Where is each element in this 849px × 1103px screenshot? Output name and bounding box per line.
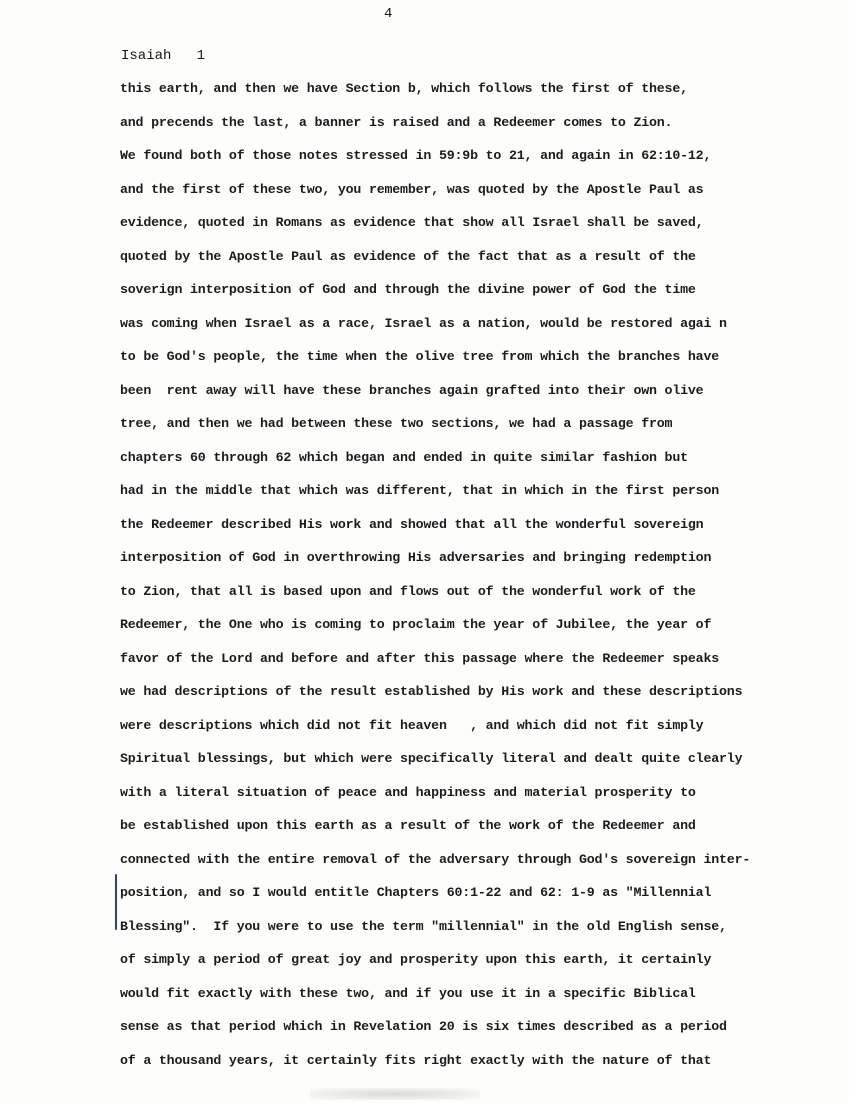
text-line: connected with the entire removal of the adversary through God's sovereign inter-	[120, 851, 751, 867]
text-line: with a literal situation of peace and happiness and material prosperity to	[120, 784, 696, 800]
text-line: chapters 60 through 62 which began and ended in quite similar fashion but	[120, 449, 688, 465]
page-number: 4	[384, 6, 393, 22]
text-line: interposition of God in overthrowing His adversaries and bringing redemption	[120, 550, 712, 565]
page-header: Isaiah 1	[121, 48, 206, 64]
body-text	[120, 77, 820, 1082]
text-line: of a thousand years, it certainly fits right exactly with the nature of that	[120, 1052, 712, 1068]
text-line: favor of the Lord and before and after this passage where the Redeemer speaks	[120, 650, 720, 666]
text-line: quoted by the Apostle Paul as evidence of the fact that as a result of the	[120, 248, 696, 264]
text-line: to Zion, that all is based upon and flows out of the wonderful work of the	[120, 583, 696, 599]
text-line: position, and so I would entitle Chapters 60:1-22 and 62: 1-9 as "Millennial	[120, 885, 712, 900]
text-line: We found both of those notes stressed in 59:9b to 21, and again in 62:10-12,	[120, 148, 712, 163]
text-line: and precends the last, a banner is raised and a Redeemer comes to Zion.	[120, 114, 673, 130]
text-line: Redeemer, the One who is coming to proclaim the year of Jubilee, the year of	[120, 617, 712, 632]
text-line: we had descriptions of the result established by His work and these descriptions	[120, 684, 743, 699]
text-line: be established upon this earth as a result of the work of the Redeemer and	[120, 818, 696, 833]
text-line: had in the middle that which was different, that in which in the first person	[120, 483, 720, 498]
text-line: tree, and then we had between these two sections, we had a passage from	[120, 416, 673, 431]
text-line: soverign interposition of God and through the divine power of God the time	[120, 282, 696, 297]
text-line: and the first of these two, you remember, was quoted by the Apostle Paul as	[120, 181, 704, 197]
text-line: the Redeemer described His work and showed that all the wonderful sovereign	[120, 516, 704, 532]
text-line: were descriptions which did not fit heaven , and which did not fit simply	[120, 717, 704, 733]
margin-pen-mark	[115, 874, 117, 930]
text-line: this earth, and then we have Section b, which follows the first of these,	[120, 81, 688, 96]
text-line: to be God's people, the time when the olive tree from which the branches have	[120, 349, 720, 364]
scan-smudge	[310, 1088, 480, 1100]
text-line: been rent away will have these branches again grafted into their own olive	[120, 382, 704, 398]
text-line: evidence, quoted in Romans as evidence that show all Israel shall be saved,	[120, 215, 704, 230]
text-line: sense as that period which in Revelation 20 is six times described as a period	[120, 1019, 727, 1034]
text-line: of simply a period of great joy and prosperity upon this earth, it certainly	[120, 952, 712, 967]
text-line: was coming when Israel as a race, Israel as a nation, would be restored agai n	[120, 315, 727, 331]
text-line: Blessing". If you were to use the term "millennial" in the old English sense,	[120, 918, 727, 934]
text-line: would fit exactly with these two, and if you use it in a specific Biblical	[120, 985, 696, 1001]
text-line: Spiritual blessings, but which were specifically literal and dealt quite clearly	[120, 751, 743, 766]
